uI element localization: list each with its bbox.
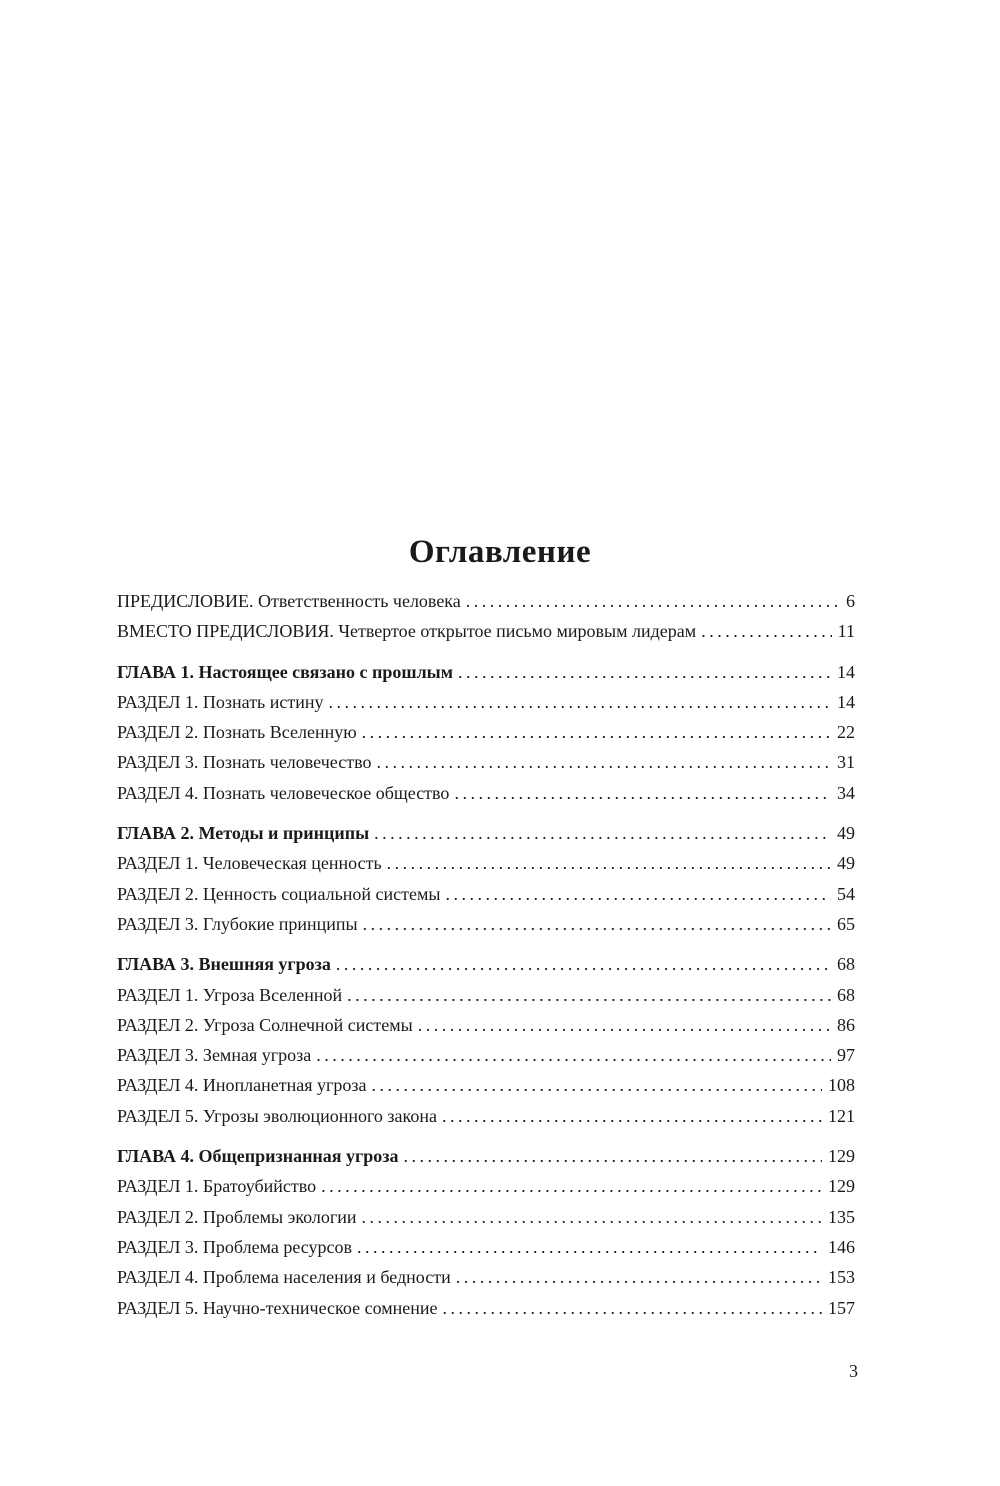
toc-dot-leader [321, 1176, 822, 1197]
toc-entry[interactable] [117, 1106, 855, 1136]
toc-entry-page: 34 [837, 782, 855, 803]
toc-dot-leader [418, 1015, 831, 1036]
toc-dot-leader [456, 1267, 822, 1288]
toc-entry[interactable] [117, 1207, 855, 1237]
toc-entry-label: РАЗДЕЛ 5. Угрозы эволюционного закона [117, 1105, 437, 1126]
toc-entry-label: ГЛАВА 1. Настоящее связано с прошлым [117, 661, 453, 682]
toc-entry-label: РАЗДЕЛ 2. Ценность социальной системы [117, 883, 441, 904]
toc-chapter-entry[interactable] [117, 954, 855, 984]
toc-entry[interactable] [117, 985, 855, 1015]
toc-entry-page: 54 [837, 883, 855, 904]
toc-entry[interactable] [117, 722, 855, 752]
toc-entry[interactable] [117, 1298, 855, 1328]
toc-dot-leader [347, 985, 831, 1006]
toc-dot-leader [374, 823, 831, 844]
toc-entry-label: ПРЕДИСЛОВИЕ. Ответственность человека [117, 591, 461, 611]
toc-entry-page: 14 [837, 691, 855, 712]
toc-entry-label: ГЛАВА 4. Общепризнанная угроза [117, 1146, 399, 1167]
toc-dot-leader [466, 591, 840, 612]
toc-dot-leader [454, 783, 831, 804]
toc-entry-page: 121 [828, 1105, 855, 1126]
toc-entry[interactable] [117, 884, 855, 914]
toc-entry[interactable] [117, 591, 855, 621]
toc-entry-label: РАЗДЕЛ 5. Научно-техническое сомнение [117, 1297, 438, 1318]
toc-entry-label: РАЗДЕЛ 3. Глубокие принципы [117, 913, 358, 934]
toc-group [117, 591, 855, 652]
toc-entry-label: РАЗДЕЛ 1. Братоубийство [117, 1176, 317, 1197]
toc-entry-page: 135 [828, 1206, 855, 1227]
toc-dot-leader [363, 914, 831, 935]
toc-entry-label: РАЗДЕЛ 1. Человеческая ценность [117, 853, 382, 874]
toc-entry-page: 108 [828, 1075, 855, 1096]
toc-dot-leader [458, 662, 831, 683]
toc-entry[interactable] [117, 621, 855, 651]
toc-dot-leader [387, 853, 831, 874]
toc-entry-page: 68 [837, 954, 855, 975]
toc-dot-leader [316, 1045, 831, 1066]
toc-entry-label: ГЛАВА 3. Внешняя угроза [117, 954, 331, 975]
toc-entry[interactable] [117, 1045, 855, 1075]
toc-entry[interactable] [117, 692, 855, 722]
toc-entry-page: 6 [846, 591, 855, 611]
toc-entry-label: РАЗДЕЛ 4. Познать человеческое общество [117, 782, 450, 803]
toc-entry-label: РАЗДЕЛ 4. Инопланетная угроза [117, 1075, 367, 1096]
toc-entry-label: РАЗДЕЛ 2. Познать Вселенную [117, 722, 357, 743]
toc-entry-label: ГЛАВА 2. Методы и принципы [117, 823, 370, 844]
toc-chapter-entry[interactable] [117, 823, 855, 853]
toc-dot-leader [442, 1106, 822, 1127]
toc-entry-page: 153 [828, 1267, 855, 1288]
toc-entry-page: 157 [828, 1297, 855, 1318]
toc-entry-label: РАЗДЕЛ 1. Познать истину [117, 691, 324, 712]
toc-entry-page: 49 [837, 823, 855, 844]
page-number: 3 [849, 1361, 858, 1381]
toc-entry-label: РАЗДЕЛ 3. Земная угроза [117, 1045, 312, 1066]
toc-entry-page: 14 [837, 661, 855, 682]
toc-entry[interactable] [117, 1075, 855, 1105]
toc-entry-page: 65 [837, 913, 855, 934]
toc-entry-label: ВМЕСТО ПРЕДИСЛОВИЯ. Четвертое открытое письмо мировым лидерам [117, 621, 697, 642]
toc-chapter-entry[interactable] [117, 1146, 855, 1176]
toc-dot-leader [376, 752, 831, 773]
toc-entry-page: 22 [837, 722, 855, 743]
toc-entry-label: РАЗДЕЛ 3. Проблема ресурсов [117, 1236, 353, 1257]
toc-entry[interactable] [117, 914, 855, 944]
toc-entry-page: 97 [837, 1045, 855, 1066]
toc-entry-label: РАЗДЕЛ 4. Проблема населения и бедности [117, 1267, 451, 1288]
toc-group [117, 662, 855, 813]
toc-entry[interactable] [117, 1015, 855, 1045]
toc-entry-page: 11 [837, 621, 855, 642]
toc-entry-page: 129 [828, 1176, 855, 1197]
toc-group [117, 823, 855, 944]
page-title: Оглавление [408, 534, 592, 571]
toc-dot-leader [362, 1207, 822, 1228]
toc-group [117, 1146, 855, 1328]
toc-entry-page: 129 [828, 1146, 855, 1167]
toc-dot-leader [372, 1075, 822, 1096]
toc-entry-page: 68 [837, 984, 855, 1005]
toc-group [117, 954, 855, 1136]
toc-dot-leader [336, 954, 831, 975]
toc-entry-page: 146 [828, 1236, 855, 1257]
toc-dot-leader [329, 692, 831, 713]
toc-entry-label: РАЗДЕЛ 2. Проблемы экологии [117, 1206, 357, 1227]
toc-dot-leader [362, 722, 831, 743]
toc-dot-leader [701, 621, 831, 642]
toc-dot-leader [443, 1298, 823, 1319]
toc-entry-page: 49 [837, 853, 855, 874]
toc-entry-label: РАЗДЕЛ 2. Угроза Солнечной системы [117, 1014, 413, 1035]
toc-entry[interactable] [117, 752, 855, 782]
toc-entry-label: РАЗДЕЛ 3. Познать человечество [117, 752, 372, 773]
table-of-contents [117, 591, 855, 1338]
toc-dot-leader [357, 1237, 822, 1258]
toc-entry[interactable] [117, 1267, 855, 1297]
toc-entry[interactable] [117, 783, 855, 813]
toc-entry[interactable] [117, 1237, 855, 1267]
toc-dot-leader [446, 884, 832, 905]
toc-entry[interactable] [117, 853, 855, 883]
toc-chapter-entry[interactable] [117, 662, 855, 692]
toc-entry-page: 86 [837, 1014, 855, 1035]
toc-dot-leader [403, 1146, 822, 1167]
toc-entry-label: РАЗДЕЛ 1. Угроза Вселенной [117, 984, 343, 1005]
toc-entry-page: 31 [837, 752, 855, 773]
toc-entry[interactable] [117, 1176, 855, 1206]
